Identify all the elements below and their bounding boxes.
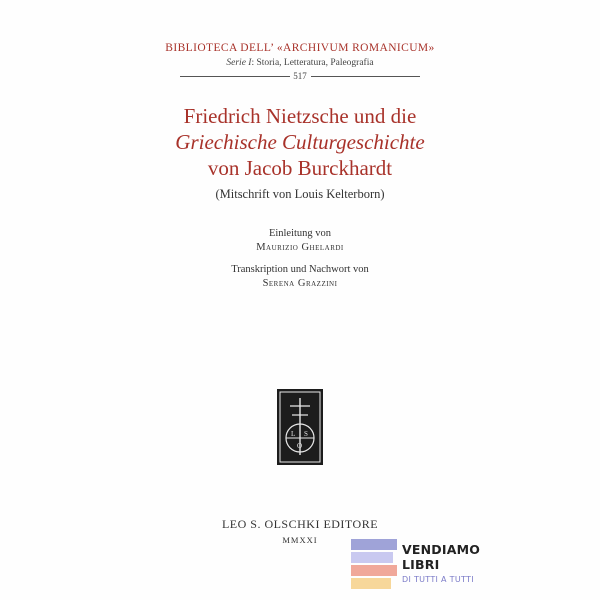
vendiamo-libri-badge bbox=[351, 536, 491, 594]
series-title: BIBLIOTECA DELL’ «ARCHIVUM ROMANICUM» bbox=[165, 42, 435, 54]
badge-line-2: LIBRI bbox=[402, 557, 440, 572]
series-subtitle bbox=[0, 58, 600, 68]
badge-line-3: DI TUTTI A TUTTI bbox=[402, 575, 474, 584]
publisher-name: LEO S. OLSCHKI EDITORE bbox=[221, 517, 379, 531]
book-title-line-1: Friedrich Nietzsche und die bbox=[183, 104, 417, 128]
book-title-line-2: Griechische Culturgeschichte bbox=[175, 130, 425, 154]
series-subtitle-rest: : Storia, Letteratura, Paleografia bbox=[251, 58, 374, 68]
badge-line-1: VENDIAMO bbox=[402, 542, 481, 557]
series-label: Serie I bbox=[226, 58, 252, 68]
publication-year: MMXXI bbox=[282, 535, 318, 545]
badge-stripe-2 bbox=[351, 552, 393, 563]
badge-stripe-4 bbox=[351, 578, 391, 589]
book-subtitle: (Mitschrift von Louis Kelterborn) bbox=[215, 187, 385, 201]
emblem-letter-l: L bbox=[291, 430, 296, 438]
badge-stripe-1 bbox=[351, 539, 397, 550]
transcription-author: Serena Grazzini bbox=[262, 278, 338, 289]
book-title-line-3: von Jacob Burckhardt bbox=[207, 156, 393, 180]
emblem-letter-o: O bbox=[297, 442, 303, 450]
emblem-letter-s: S bbox=[304, 430, 308, 438]
badge-stripe-3 bbox=[351, 565, 397, 576]
introduction-author: Maurizio Ghelardi bbox=[256, 242, 344, 253]
series-rule-right bbox=[311, 76, 420, 77]
transcription-label: Transkription und Nachwort von bbox=[231, 264, 369, 275]
emblem-graphic bbox=[277, 389, 323, 465]
series-number: 517 bbox=[293, 71, 307, 81]
olschki-emblem-icon bbox=[277, 389, 323, 465]
introduction-label: Einleitung von bbox=[268, 228, 332, 239]
